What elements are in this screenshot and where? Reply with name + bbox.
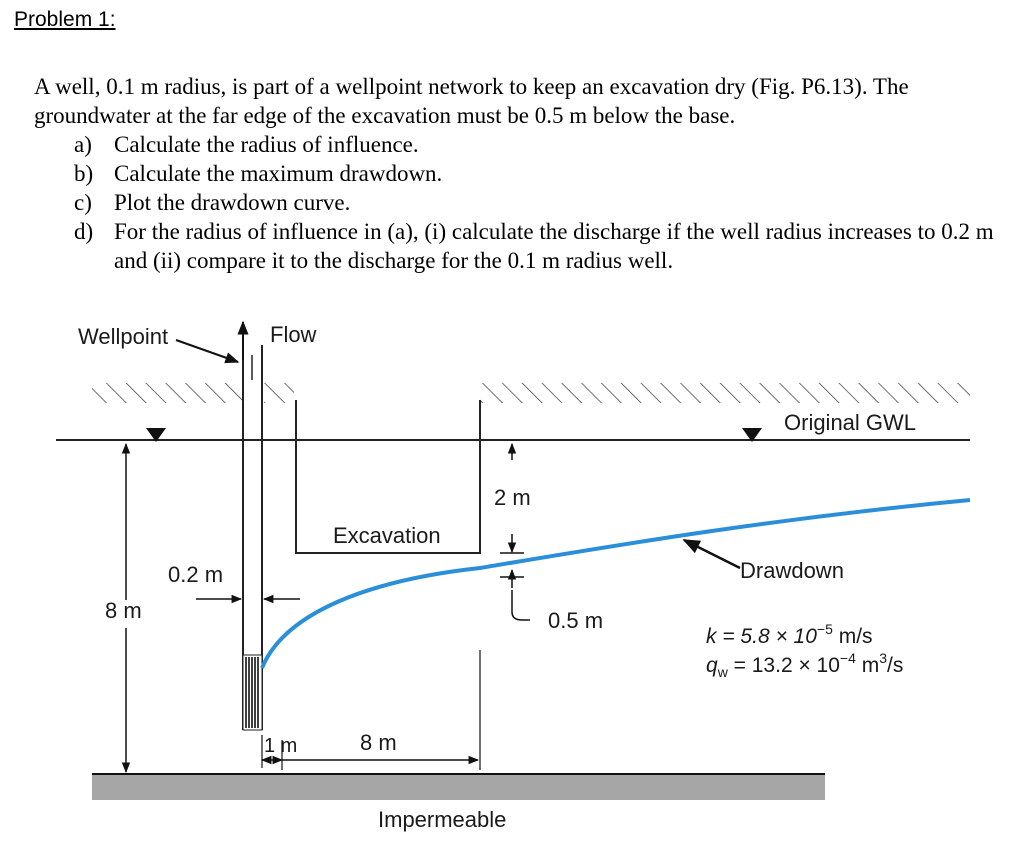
- q-value: = 13.2 × 10: [727, 654, 840, 677]
- k-text: k = 5.8 × 10: [706, 625, 817, 648]
- dim-8m-horizontal-label: 8 m: [360, 730, 397, 755]
- wellpoint-pointer-arrow: [176, 340, 238, 362]
- problem-intro: A well, 0.1 m radius, is part of a wellpoint network to keep an excavation dry (Fig. P6.13). The groundwater at the far edge of the excavation must be 0.5 m below the base.: [34, 74, 909, 128]
- dim-0-2m-label: 0.2 m: [168, 562, 224, 587]
- ground-hatch-mid: [264, 383, 294, 403]
- question-label: a): [74, 132, 92, 157]
- question-text: Plot the drawdown curve.: [114, 190, 351, 215]
- original-gwl-label: Original GWL: [784, 410, 917, 435]
- q-exponent: −4: [839, 650, 856, 666]
- question-label: b): [74, 161, 94, 186]
- drawdown-pointer-arrow: [684, 540, 740, 568]
- ground-hatch-left: [92, 383, 242, 403]
- dim-1m-label: 1 m: [264, 735, 298, 757]
- dim-0-5m-leader: [512, 590, 530, 620]
- ground-hatch-right: [480, 383, 970, 403]
- question-label: c): [74, 190, 92, 215]
- q-unit-tail: /s: [887, 654, 904, 677]
- drawdown-label: Drawdown: [740, 558, 844, 583]
- k-unit: m/s: [832, 625, 873, 648]
- excavation-label: Excavation: [333, 523, 441, 548]
- dim-0-5m-label: 0.5 m: [548, 608, 604, 633]
- question-label: d): [74, 219, 94, 244]
- question-text: Calculate the radius of influence.: [114, 132, 419, 157]
- flow-label: Flow: [270, 322, 317, 347]
- question-text: For the radius of influence in (a), (i) calculate the discharge if the well radius increases to 0.2 m and (ii) compare it to the discharge for the 0.1 m radius well.: [114, 219, 994, 273]
- impermeable-label: Impermeable: [378, 807, 507, 832]
- dim-2m-label: 2 m: [494, 485, 531, 510]
- parameter-qw: [706, 650, 903, 680]
- question-text: Calculate the maximum drawdown.: [114, 161, 443, 186]
- problem-title: Problem 1:: [14, 8, 116, 31]
- impermeable-layer: [92, 774, 825, 800]
- q-unit: m: [855, 654, 880, 677]
- well-screen-slots: [243, 655, 262, 730]
- q-symbol: q: [706, 654, 718, 677]
- k-exponent: −5: [816, 621, 833, 637]
- q-subscript: w: [717, 664, 728, 680]
- parameter-k: [706, 621, 873, 648]
- q-unit-exponent: 3: [879, 650, 888, 666]
- dim-8m-vertical-label: 8 m: [105, 598, 142, 623]
- wellpoint-label: Wellpoint: [78, 324, 169, 349]
